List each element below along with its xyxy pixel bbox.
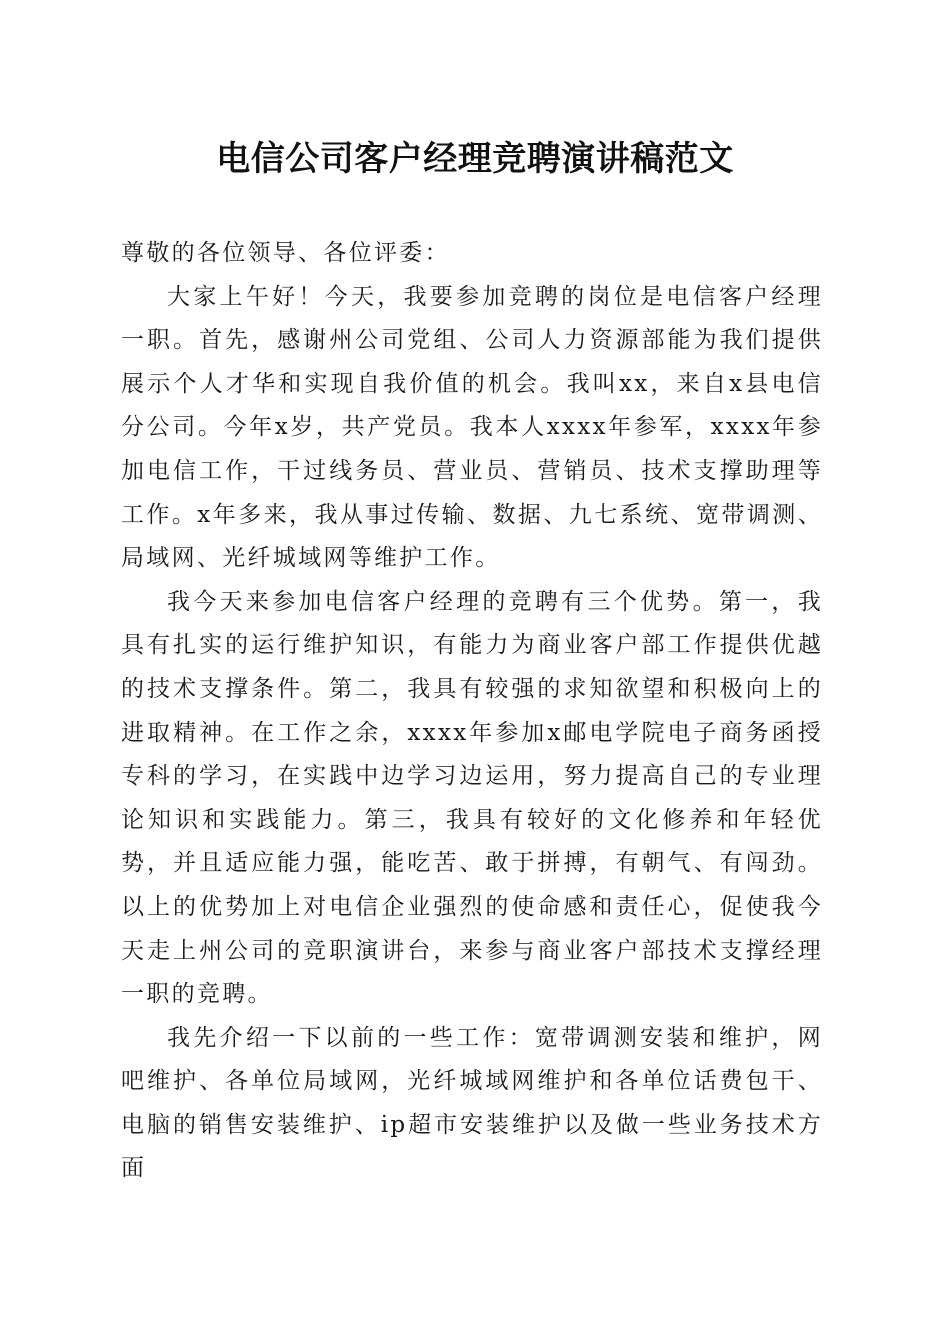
paragraph-advantages: 我今天来参加电信客户经理的竞聘有三个优势。第一，我具有扎实的运行维护知识，有能力为商业客户部工作提供优越的技术支撑条件。第二，我具有较强的求知欲望和积极向上的进取精神。在工作之余，xxxx年参加x邮电学院电子商务函授专科的学习，在实践中边学习边运用，努力提高自己的专业理论知识和实践能力。第三，我具有较好的文化修养和年轻优势，并且适应能力强，能吃苦、敢于拼搏，有朝气、有闯劲。以上的优势加上对电信企业强烈的使命感和责任心，促使我今天走上州公司的竞职演讲台，来参与商业客户部技术支撑经理一职的竞聘。: [121, 588, 823, 1008]
salutation: 尊敬的各位领导、各位评委：: [121, 240, 450, 266]
paragraph-previous-work: 我先介绍一下以前的一些工作：宽带调测安装和维护，网吧维护、各单位局域网，光纤城域网维护和各单位话费包干、电脑的销售安装维护、ip超市安装维护以及做一些业务技术方面: [121, 1024, 823, 1182]
document-title: 电信公司客户经理竞聘演讲稿范文: [216, 139, 734, 179]
document-body: [121, 232, 823, 1191]
paragraph-greeting: 大家上午好！今天，我要参加竞聘的岗位是电信客户经理一职。首先，感谢州公司党组、公司人力资源部能为我们提供展示个人才华和实现自我价值的机会。我叫xx，来自x县电信分公司。今年x岁，共产党员。我本人xxxx年参军，xxxx年参加电信工作，干过线务员、营业员、营销员、技术支撑助理等工作。x年多来，我从事过传输、数据、九七系统、宽带调测、局域网、光纤城域网等维护工作。: [121, 283, 823, 572]
